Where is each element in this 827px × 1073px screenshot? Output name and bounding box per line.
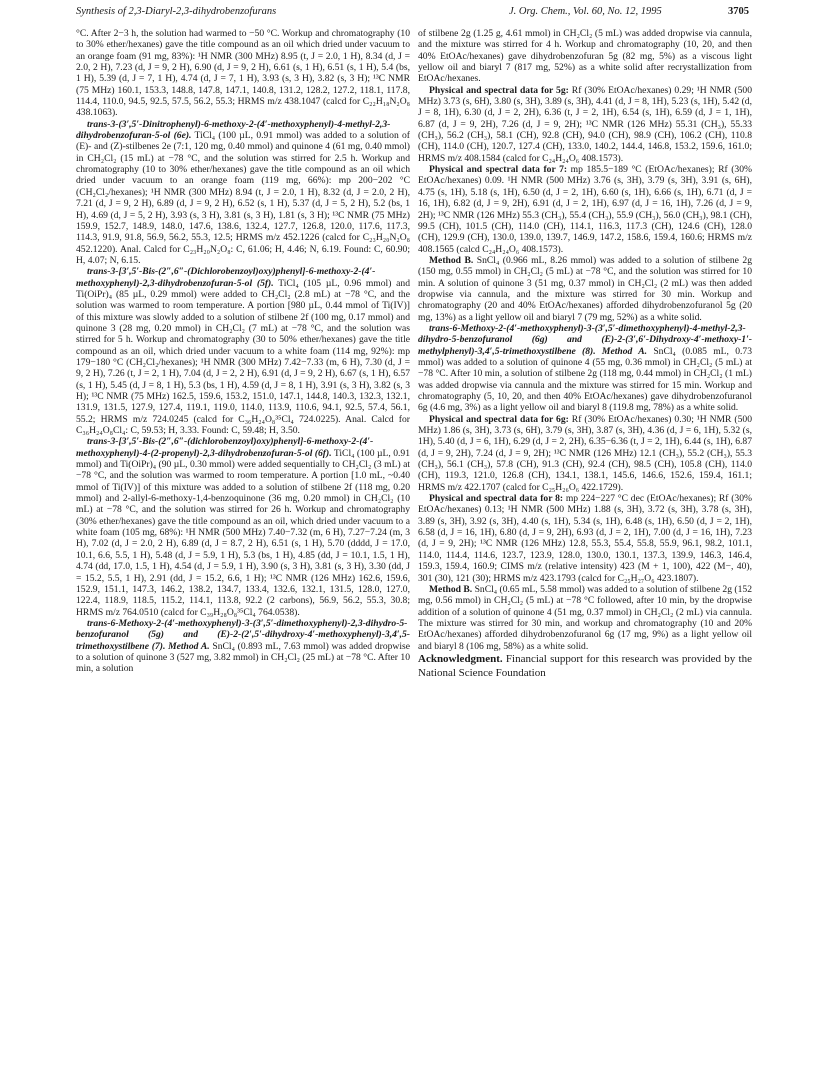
paragraph-r6	[418, 414, 752, 493]
paragraph-l5	[76, 618, 410, 675]
section-heading: Physical and spectral data for 8:	[429, 493, 564, 505]
right-column-paragraphs	[418, 28, 752, 652]
paragraph-r7	[418, 493, 752, 584]
body-text: Rf (30% EtOAc/hexanes) 0.29; ¹H NMR (500 MHz) 3.73 (s, 6H), 3.80 (s, 3H), 3.89 (s, 3H), 4.41 (d, J = 8, 1H), 5.23 (s, 1H), 5.42 (d, J = 8, 1H), 6.30 (d, J = 2, 2H), 6.36 (t, J = 2, 1H), 6.54 (s, 1H), 6.59 (d, J = 1, 1H), 6.87 (d, J = 9, 2H), 7.26 (d, J = 9, 2H); ¹³C NMR (126 MHz) 55.31 (CH₃), 55.33 (CH₃), 56.2 (CH₃), 58.1 (CH), 92.8 (CH), 94.0 (CH), 98.9 (CH), 106.2 (CH), 110.8 (CH), 114.0 (CH), 120.7, 127.4 (CH), 133.0, 140.2, 144.4, 146.8, 153.2, 159.6, 161.0; HRMS m/z 408.1584 (calcd for C₂₄H₂₄O₆ 408.1573).	[418, 84, 753, 164]
paragraph-l4	[76, 436, 410, 618]
paragraph-r3	[418, 164, 752, 255]
body-text: TiCl₄ (105 µL, 0.96 mmol) and Ti(OiPr)₄ (85 µL, 0.29 mmol) were added to CH₂Cl₂ (2.8 mL) at −78 °C, and the solution was warmed to room temperature. A portion [980 µL, 0.44 mmol of Ti(IV)] of this mixture was slowly added to a solution of stilbene 2f (100 mg, 0.17 mmol) and quinone 3 (28 mg, 0.20 mmol) in CH₂Cl₂ (7 mL) at −78 °C, and the solution was stirred for 5 h. Workup and chromatography (30 to 50% ether/hexanes) gave the title compound as an oil, which dried under vacuum to a white foam (114 mg, 92%): mp 179−180 °C (CH₂Cl₂/hexanes); ¹H NMR (300 MHz) 7.42−7.33 (m, 6 H), 7.30 (d, J = 9, 2 H), 7.26 (t, J = 2, 1 H), 7.04 (d, J = 2, 2 H), 6.91 (d, J = 9, 2 H), 6.67 (s, 1 H), 6.57 (s, 1 H), 5.45 (d, J = 8, 1 H), 5.3 (bs, 1 H), 4.59 (d, J = 8, 1 H), 3.91 (s, 3 H), 3.82 (s, 3 H); ¹³C NMR (75 MHz) 162.5, 159.6, 153.2, 151.0, 147.1, 144.8, 140.3, 132.3, 132.1, 131.9, 131.5, 127.9, 127.4, 119.1, 119.0, 114.0, 113.9, 110.6, 94.1, 92.5, 57.4, 56.1, 55.2; HRMS m/z 724.0245 (calcd for C₃₆H₂₄O₈³⁵Cl₄ 724.0225). Anal. Calcd for C₃₆H₂₄O₈Cl₄: C, 59.53; H, 3.33. Found: C, 59.48; H, 3.50.	[76, 277, 410, 437]
running-title: Synthesis of 2,3-Diaryl-2,3-dihydrobenzofurans	[76, 6, 277, 17]
body-text: Rf (30% EtOAc/hexanes) 0.30; ¹H NMR (500 MHz) 1.86 (s, 3H), 3.73 (s, 6H), 3.79 (s, 3H), 3.87 (s, 3H), 4.36 (d, J = 6, 1H), 5.32 (s, 1H), 5.40 (d, J = 6, 1H), 6.29 (d, J = 2, 2H), 6.35−6.36 (t, J = 2, 1H), 6.44 (s, 1H), 6.87 (d, J = 9, 2H), 7.24 (d, J = 9, 2H); ¹³C NMR (126 MHz) 12.1 (CH₃), 55.2 (CH₃), 55.3 (CH₃), 56.1 (CH₃), 57.8 (CH), 91.3 (CH), 92.4 (CH), 98.5 (CH), 105.8 (CH), 114.0 (CH), 119.3, 121.0, 126.8 (CH), 134.1, 138.1, 145.6, 146.6, 152.6, 159.4, 161.1; HRMS m/z 422.1707 (calcd for C₂₅H₂₆O₆ 422.1729).	[418, 413, 753, 493]
paragraph-r8	[418, 584, 752, 652]
compound-heading: trans-3-[3′,5′-Bis-(2″,6″-(dichlorobenzoyl)oxy)phenyl]-6-methoxy-2-(4′-methoxyphenyl)-4-(2-propenyl)-2,3-dihydrobenzofuran-5-ol (6f).	[76, 436, 374, 459]
section-heading: Method B.	[429, 583, 473, 595]
body-text: TiCl₄ (100 µL, 0.91 mmol) was added to a solution of (E)- and (Z)-stilbenes 2e (7:1, 120 mg, 0.40 mmol) and quinone 4 (61 mg, 0.40 mmol) in CH₂Cl₂ (15 mL) at −78 °C, and the solution was stirred for 2.5 h. Workup and chromatography (10 to 30% ether/hexanes) gave the title compound as an oil which dried under vacuum to an orange foam (119 mg, 66%): mp 200−202 °C (CH₂Cl₂/hexanes); ¹H NMR (300 MHz) 8.94 (t, J = 2.0, 1 H), 8.32 (d, J = 2.0, 2 H), 7.21 (d, J = 9, 2 H), 6.89 (d, J = 9, 2 H), 6.52 (s, 1 H), 5.37 (d, J = 5, 2 H), 5.2 (bs, 1 H), 4.69 (d, J = 5, 2 H), 3.93 (s, 3 H), 3.81 (s, 3 H), 1.81 (s, 3 H); ¹³C NMR (75 MHz) 159.9, 152.7, 148.9, 148.0, 147.6, 138.6, 132.4, 127.7, 126.8, 120.0, 117.6, 117.3, 114.3, 91.9, 91.8, 56.9, 56.2, 55.3, 12.5; HRMS m/z 452.1226 (calcd for C₂₃H₂₀N₂O₈ 452.1220). Anal. Calcd for C₂₃H₂₀N₂O₈: C, 61.06; H, 4.46; N, 6.19. Found: C, 60.90; H, 4.07; N, 6.15.	[76, 130, 410, 266]
journal-reference: J. Org. Chem., Vol. 60, No. 12, 1995	[509, 6, 662, 17]
left-column	[76, 28, 410, 675]
paragraph-r2	[418, 85, 752, 164]
acknowledgment-text: Financial support for this research was provided by the National Science Foundation	[418, 652, 752, 679]
body-text: °C. After 2−3 h, the solution had warmed to −50 °C. Workup and chromatography (10 to 30% ether/hexanes) gave the title compound as an oil which dried under vacuum to an orange foam (91 mg, 83%): ¹H NMR (300 MHz) 8.95 (t, J = 2.0, 1 H), 8.34 (d, J = 2.0, 2 H), 7.23 (d, J = 9, 2 H), 6.90 (d, J = 9, 2 H), 6.61 (s, 1 H), 6.51 (s, 1 H), 5.4 (bs, 1 H), 5.39 (d, J = 7, 1 H), 4.74 (d, J = 7, 1 H), 3.93 (s, 3 H), 3.82 (s, 3 H); ¹³C NMR (75 MHz) 160.1, 153.3, 148.8, 147.8, 147.1, 140.8, 131.2, 128.2, 127.2, 118.1, 117.8, 114.4, 110.0, 94.5, 92.5, 57.5, 56.2, 55.3; HRMS m/z 438.1047 (calcd for C₂₂H₁₈N₂O₈ 438.1063).	[76, 28, 410, 119]
acknowledgment-paragraph	[418, 652, 752, 680]
body-text: SnCl₄ (0.085 mL, 0.73 mmol) was added to a solution of quinone 4 (55 mg, 0.36 mmol) in CH₂Cl₂ (5 mL) at −78 °C. After 10 min, a solution of stilbene 2g (118 mg, 0.44 mmol) in CH₂Cl₂ (1 mL) was added dropwise via cannula and the mixture was stirred for 15 min. Workup and chromatography (5, 10, 20, and then 40% EtOAc/hexanes) gave dihydrobenzofuranol 6g (4.6 mg, 3%) as a light yellow oil and biaryl 8 (119.8 mg, 78%) as a white solid.	[418, 345, 752, 414]
section-heading: Physical and spectral data for 6g:	[429, 413, 569, 425]
paragraph-r4	[418, 255, 752, 323]
page-number: 3705	[728, 6, 749, 17]
body-text: mp 224−227 °C dec (EtOAc/hexanes); Rf (30% EtOAc/hexanes) 0.13; ¹H NMR (500 MHz) 1.88 (s, 3H), 3.72 (s, 3H), 3.78 (s, 3H), 3.89 (s, 3H), 3.92 (s, 3H), 4.40 (s, 1H), 5.34 (s, 1H), 6.48 (s, 1H), 6.50 (d, J = 2, 1H), 6.58 (d, J = 16, 1H), 6.80 (d, J = 9, 2H), 6.93 (d, J = 2, 1H), 7.00 (d, J = 16, 1H), 7.23 (d, J = 9, 2H); ¹³C NMR (126 MHz) 12.8, 55.3, 55.4, 55.8, 55.9, 96.1, 98.2, 101.1, 114.0, 114.4, 114.6, 123.7, 123.9, 128.0, 130.0, 130.1, 137.3, 139.9, 146.3, 146.4, 159.3, 159.4, 160.9; CIMS m/z (relative intensity) 423 (M + 1, 100), 422 (M−, 40), 301 (30), 121 (30); HRMS m/z 423.1793 (calcd for C₂₅H₂₇O₆ 423.1807).	[418, 493, 752, 584]
acknowledgment-heading: Acknowledgment.	[418, 652, 503, 665]
body-text: TiCl₄ (100 µL, 0.91 mmol) and Ti(OiPr)₄ (90 µL, 0.30 mmol) were added sequentially to CH₂Cl₂ (3 mL) at −78 °C, and the solution was warmed to room temperature. A portion [1.0 mL, ~0.40 mmol of Ti(IV)] of this mixture was added to a solution of stilbene 2f (118 mg, 0.20 mmol) and 2-allyl-6-methoxy-1,4-benzoquinone (36 mg, 0.20 mmol) in CH₂Cl₂ (10 mL) at −78 °C, and the solution was stirred for 26 h. Workup and chromatography (30% ether/hexanes) gave the title compound as an oil, which dried under vacuum to a white foam (105 mg, 68%): ¹H NMR (500 MHz) 7.40−7.32 (m, 6 H), 7.27−7.24 (m, 3 H), 7.02 (d, J = 2.0, 2 H), 6.89 (d, J = 8.7, 2 H), 6.51 (s, 1 H), 5.70 (dddd, J = 17.0, 10.1, 6.6, 5.5, 1 H), 5.48 (d, J = 5.9, 1 H), 5.3 (bs, 1 H), 4.85 (dd, J = 10.1, 1.5, 1 H), 4.74 (dd, 17.0, 1.5, 1 H), 4.54 (d, J = 5.9, 1 H), 3.90 (s, 3 H), 3.81 (s, 3 H), 3.30 (dd, J = 15.2, 5.5, 1 H), 2.91 (dd, J = 15.2, 6.6, 1 H); ¹³C NMR (126 MHz) 162.6, 159.6, 152.9, 151.1, 147.3, 146.2, 138.2, 134.7, 133.4, 132.6, 132.1, 131.5, 128.0, 127.0, 122.4, 118.9, 118.5, 115.2, 114.1, 113.8, 92.2 (2 carbons), 56.9, 56.2, 55.3, 30.8; HRMS m/z 764.0510 (calcd for C₃₉H₂₈O₈³⁵Cl₄ 764.0538).	[76, 447, 410, 618]
body-text: of stilbene 2g (1.25 g, 4.61 mmol) in CH₂Cl₂ (5 mL) was added dropwise via cannula, and the mixture was stirred for 4 h. Workup and chromatography (10, 20, and then 40% EtOAc/hexanes) gave dihydrobenzofuran 5g (82 mg, 5%) as a viscous light yellow oil and biaryl 7 (817 mg, 52%) as a white solid after recrystallization from EtOAc/hexanes.	[418, 28, 752, 85]
body-text: SnCl₄ (0.893 mL, 7.63 mmol) was added dropwise to a solution of quinone 3 (527 mg, 3.82 mmol) in CH₂Cl₂ (25 mL) at −78 °C. After 10 min, a solution	[76, 640, 410, 675]
body-text: SnCl₄ (0.65 mL, 5.58 mmol) was added to a solution of stilbene 2g (152 mg, 0.56 mmol) in CH₂Cl₂ (5 mL) at −78 °C followed, after 10 min, by the dropwise addition of a solution of quinone 4 (51 mg, 0.37 mmol) in CH₂Cl₂ (2 mL) via cannula. The mixture was stirred for 30 min, and workup and chromatography (10 and 20% EtOAc/hexanes) afforded dihydrobenzofuranol 6g (17 mg, 9%) as a light yellow oil and biaryl 8 (106 mg, 58%) as a white solid.	[418, 583, 753, 652]
section-heading: Method B.	[429, 254, 474, 266]
compound-heading: trans-6-Methoxy-2-(4′-methoxyphenyl)-3-(3′,5′-dimethoxyphenyl)-4-methyl-2,3-dihydro-5-benzofuranol (6g) and (E)-2-(3′,6′-Dihydroxy-4′-methoxy-1′-methylphenyl)-3,4′,5-trimethoxystilbene (8). Method A.	[418, 322, 752, 357]
compound-heading: trans-3-(3′,5′-Dinitrophenyl)-6-methoxy-2-(4′-methoxyphenyl)-4-methyl-2,3-dihydrobenzofuran-5-ol (6e).	[76, 118, 391, 142]
right-column	[418, 28, 752, 680]
paragraph-l1	[76, 28, 410, 119]
body-text: mp 185.5−189 °C (EtOAc/hexanes); Rf (30% EtOAc/hexanes) 0.09. ¹H NMR (500 MHz) 3.76 (s, 3H), 3.79 (s, 3H), 3.91 (s, 6H), 4.75 (s, 1H), 5.18 (s, 1H), 6.50 (d, J = 2, 1H), 6.60 (s, 1H), 6.66 (s, 1H), 6.71 (d, J = 16, 1H), 6.82 (d, J = 9, 2H), 6.91 (d, J = 2, 1H), 6.97 (d, J = 16, 1H), 7.26 (d, J = 9, 2H); ¹³C NMR (126 MHz) 55.3 (CH₃), 55.4 (CH₃), 55.9 (CH₃), 56.0 (CH₃), 98.1 (CH), 99.5 (CH), 101.5 (CH), 114.0 (CH), 114.1, 116.3, 117.3 (CH), 124.6 (CH), 128.0 (CH), 129.9 (CH), 130.0, 139.0, 139.7, 146.9, 147.2, 158.6, 159.4, 160.6; HRMS m/z 408.1565 (calcd C₂₄H₂₄O₆ 408.1573).	[418, 164, 753, 255]
paragraph-l2	[76, 119, 410, 266]
page-header	[0, 6, 827, 26]
compound-heading: trans-6-Methoxy-2-(4′-methoxyphenyl)-3-(3′,5′-dimethoxyphenyl)-2,3-dihydro-5-benzofuranol (5g) and (E)-2-(2′,5′-dihydroxy-4′-methoxyphenyl)-3,4′,5-trimethoxystilbene (7). Method A.	[76, 617, 410, 652]
body-text: SnCl₄ (0.966 mL, 8.26 mmol) was added to a solution of stilbene 2g (150 mg, 0.55 mmol) in CH₂Cl₂ (5 mL) at −78 °C, and the solution was stirred for 10 min. A solution of quinone 3 (51 mg, 0.37 mmol) in CH₂Cl₂ (2 mL) was then added dropwise via cannula, and the mixture was stirred for 30 min. Workup and chromatography (20 and 40% EtOAc/hexanes) afforded dihydrobenzofuranol 5g (20 mg, 13%) as a light yellow oil and biaryl 7 (79 mg, 52%) as a white solid.	[418, 254, 753, 323]
section-heading: Physical and spectral data for 7:	[429, 164, 568, 176]
compound-heading: trans-3-[3′,5′-Bis-(2″,6″-(Dichlorobenzoyl)oxy)phenyl]-6-methoxy-2-(4′-methoxyphenyl)-2,3-dihydrobenzofuran-5-ol (5f).	[76, 266, 376, 289]
section-heading: Physical and spectral data for 5g:	[429, 84, 569, 96]
paragraph-l3	[76, 266, 410, 436]
paragraph-r1	[418, 28, 752, 85]
paragraph-r5	[418, 323, 752, 414]
